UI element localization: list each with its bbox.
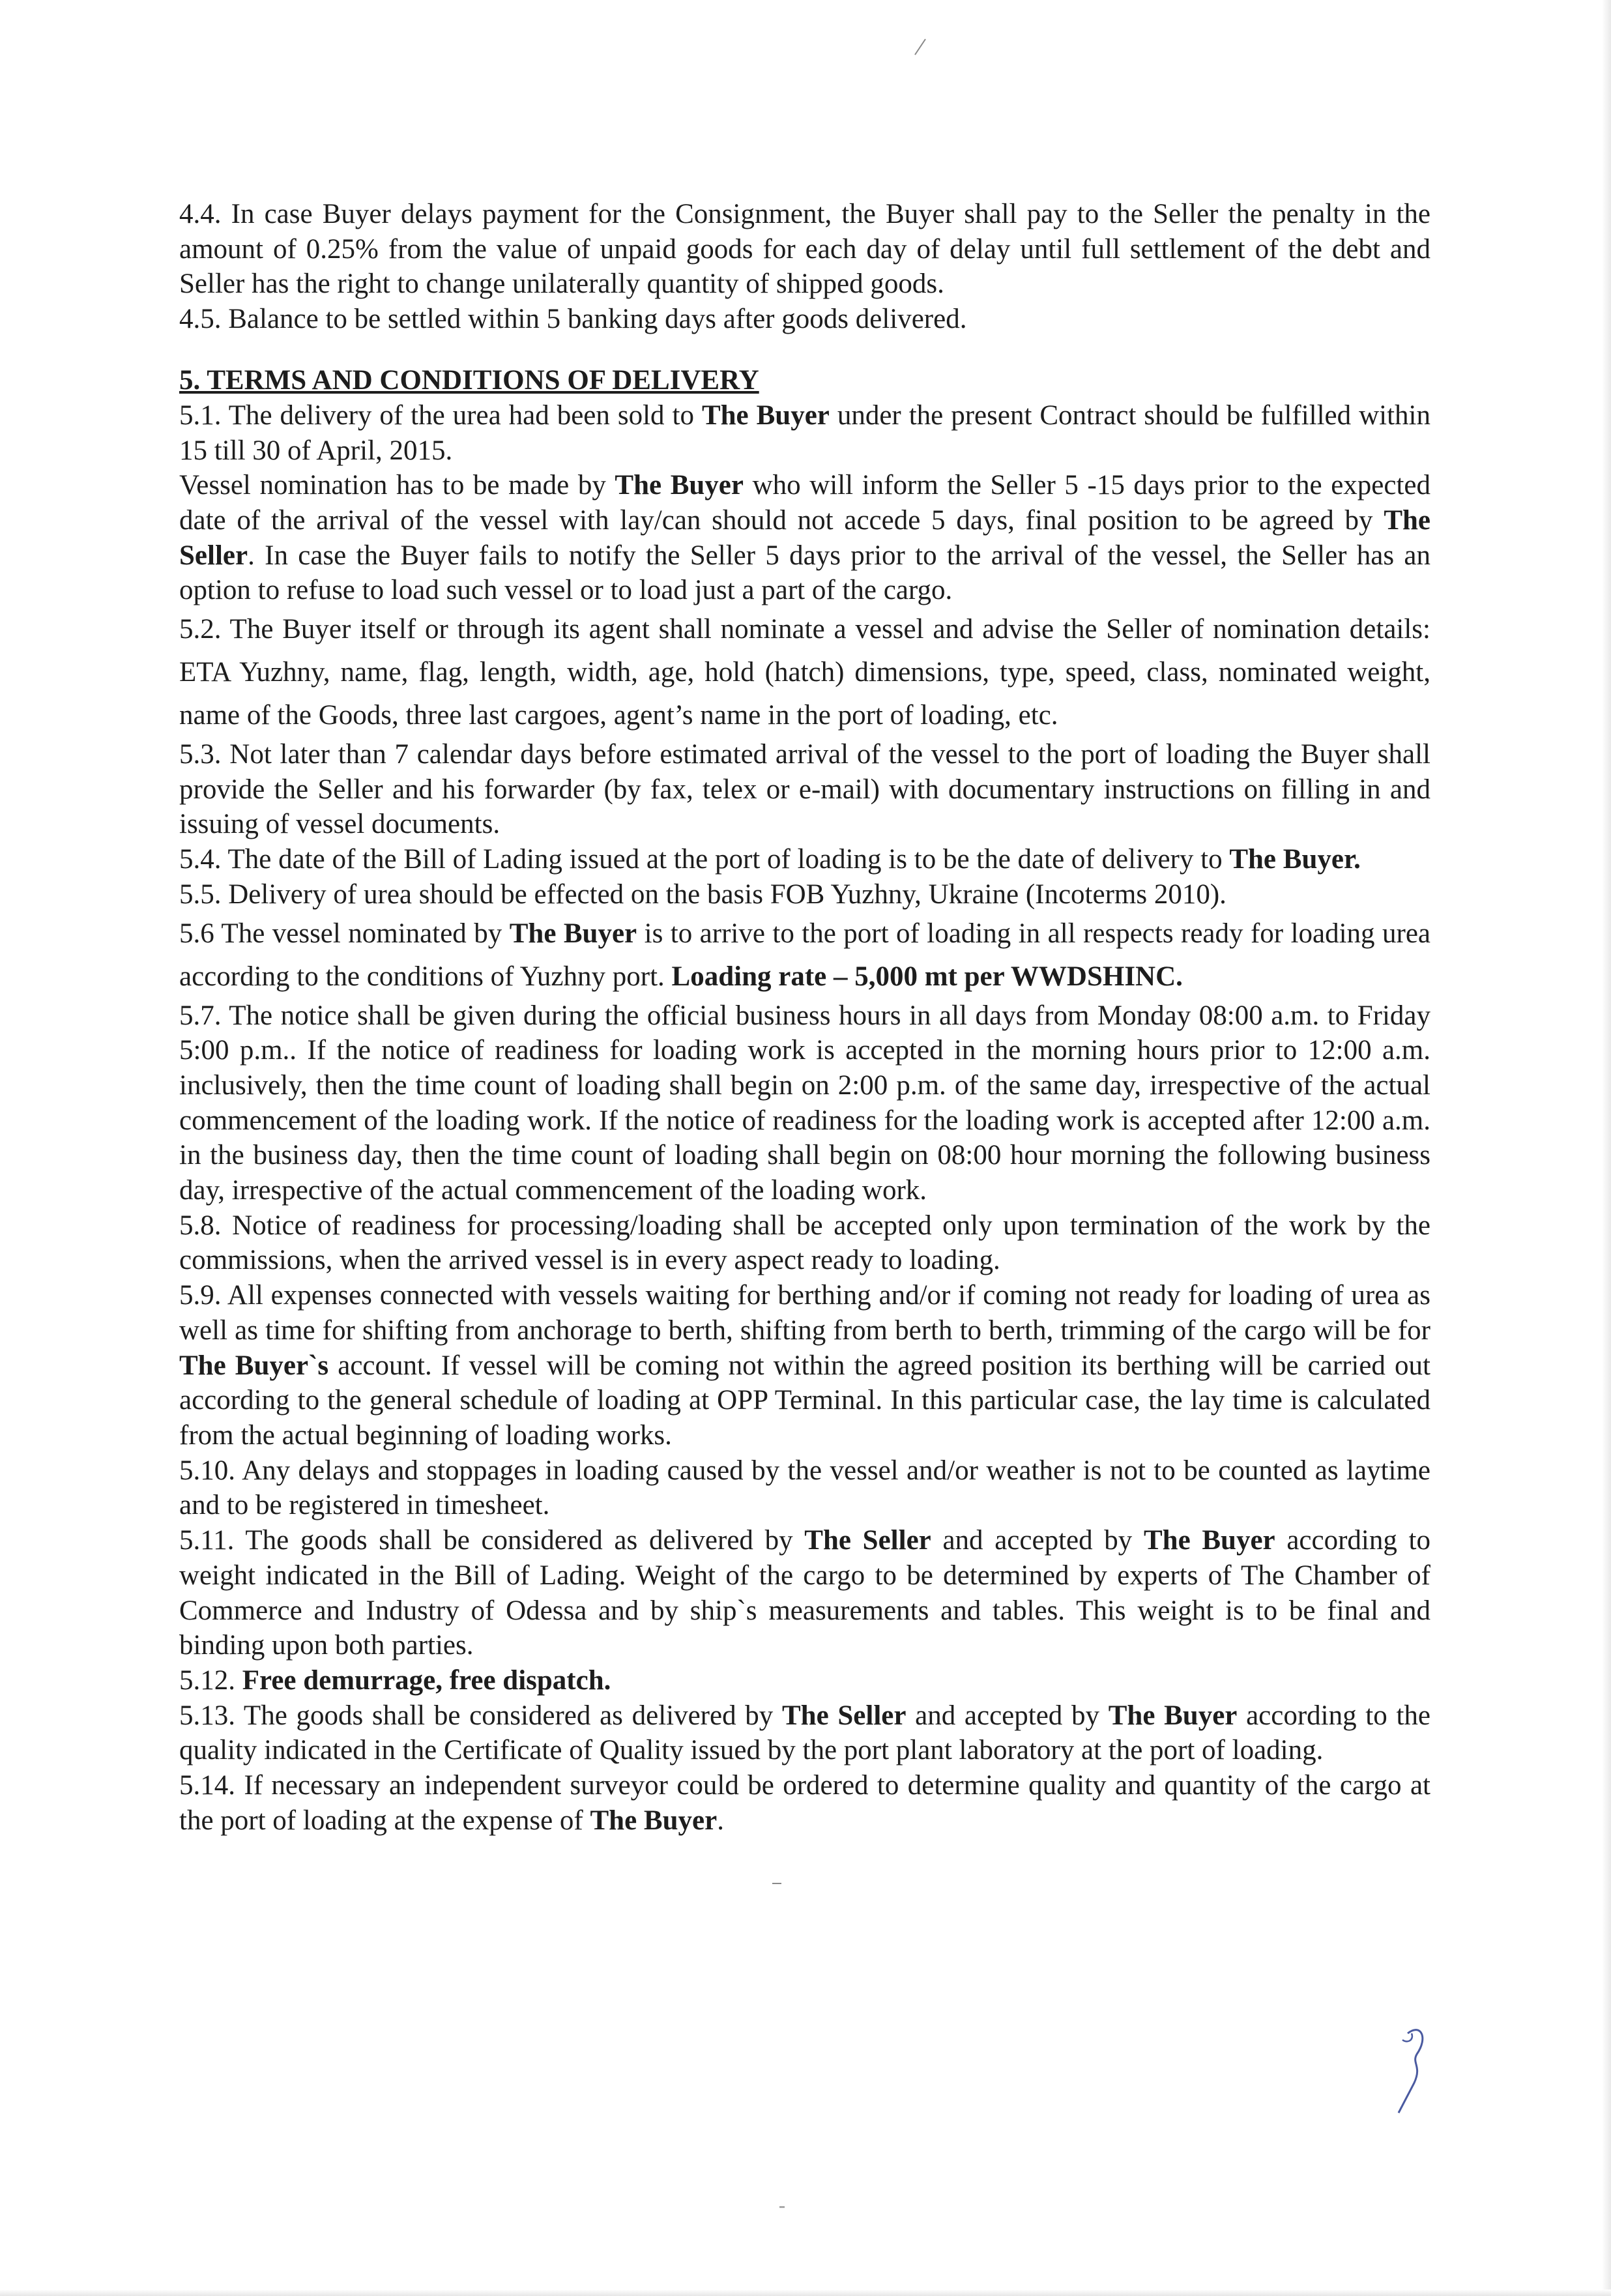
- pen-mark-top: [912, 33, 932, 59]
- clause-text: .: [717, 1805, 724, 1836]
- party-seller: The Seller: [781, 1700, 907, 1731]
- loading-rate: Loading rate – 5,000 mt per WWDSHINC.: [671, 961, 1183, 992]
- party-buyer: The Buyer`s: [179, 1350, 329, 1381]
- clause-text: 5.4. The date of the Bill of Lading issued at the port of loading is to be the date of delivery to: [179, 844, 1230, 875]
- clause-text: and accepted by: [931, 1525, 1144, 1556]
- party-seller: The Seller: [804, 1525, 931, 1556]
- clause-5-5: [179, 877, 1430, 912]
- clause-5-3-text: 5.3. Not later than 7 calendar days before estimated arrival of the vessel to the port of loading the Buyer shall provide the Seller and his forwarder (by fax, telex or e-mail) with documentary instructions on filling in and issuing of vessel documents.: [179, 739, 1430, 840]
- clause-4-4: [179, 197, 1430, 302]
- pen-mark-dash: [772, 1883, 781, 1887]
- party-buyer: The Buyer: [1143, 1525, 1275, 1556]
- clause-5-3: [179, 737, 1430, 842]
- clause-5-8-text: 5.8. Notice of readiness for processing/loading shall be accepted only upon termination of the work by the commissions, when the arrived vessel is in every aspect ready to loading.: [179, 1210, 1430, 1276]
- scan-bottom-edge-shadow: [0, 2289, 1611, 2296]
- clause-5-6: [179, 912, 1430, 998]
- clause-5-14: [179, 1768, 1430, 1838]
- clause-5-11: [179, 1523, 1430, 1663]
- clause-5-10: [179, 1453, 1430, 1523]
- clause-text: and accepted by: [906, 1700, 1109, 1731]
- party-buyer: The Buyer: [1108, 1700, 1238, 1731]
- clause-5-2: [179, 608, 1430, 737]
- clause-text: 5.12.: [179, 1664, 242, 1696]
- clause-5-4: [179, 842, 1430, 877]
- clause-5-5-text: 5.5. Delivery of urea should be effected on the basis FOB Yuzhny, Ukraine (Incoterms 2010).: [179, 879, 1226, 910]
- clause-5-9: [179, 1278, 1430, 1453]
- clause-text: who will inform the Seller 5 -15 days prior to the expected date of the arrival of the vessel with lay/can should not accede 5 days, final position to be agreed by: [179, 470, 1430, 536]
- clause-5-7: [179, 998, 1430, 1208]
- party-buyer: The Buyer: [701, 400, 830, 431]
- clause-text: . In case the Buyer fails to notify the Seller 5 days prior to the arrival of the vessel, the Seller has an option to refuse to load such vessel or to load just a part of the cargo.: [179, 540, 1430, 606]
- clause-5-13: [179, 1698, 1430, 1768]
- clause-5-7-text: 5.7. The notice shall be given during the official business hours in all days from Monday 08:00 a.m. to Friday 5:00 p.m.. If the notice of readiness for loading work is accepted in the morning hours prior to 12:00 a.m. inclusively, then the time count of loading shall begin on 2:00 p.m. of the same day, irrespective of the actual commencement of the loading work. If the notice of readiness for the loading work is accepted after 12:00 a.m. in the business day, then the time count of loading shall begin on 08:00 hour morning the following business day, irrespective of the actual commencement of the loading work.: [179, 1000, 1430, 1206]
- clause-text: 5.9. All expenses connected with vessels waiting for berthing and/or if coming not ready for loading of urea as well as time for shifting from anchorage to berth, shifting from berth to berth, trimming of the cargo will be for: [179, 1280, 1430, 1346]
- clause-4-5-text: 4.5. Balance to be settled within 5 banking days after goods delivered.: [179, 304, 967, 335]
- party-buyer: The Buyer.: [1229, 844, 1361, 875]
- party-buyer: The Buyer: [590, 1805, 718, 1836]
- clause-text: account. If vessel will be coming not within the agreed position its berthing will be carried out according to the general schedule of loading at OPP Terminal. In this particular case, the lay time is calculated from the actual beginning of loading works.: [179, 1350, 1430, 1451]
- party-buyer: The Buyer: [509, 918, 637, 949]
- party-seller: The Seller: [179, 504, 1430, 571]
- clause-5-10-text: 5.10. Any delays and stoppages in loading caused by the vessel and/or weather is not to be counted as laytime and to be registered in timesheet.: [179, 1455, 1430, 1521]
- clause-text: 5.6 The vessel nominated by: [179, 918, 510, 949]
- initials-signature: [1388, 2020, 1434, 2118]
- clause-5-8: [179, 1208, 1430, 1278]
- clause-text: under the present Contract should be fulfilled within 15 till 30 of April, 2015.: [179, 400, 1430, 466]
- clause-text: Vessel nomination has to be made by: [179, 470, 615, 501]
- clause-4-5: [179, 302, 1430, 337]
- spacer: [179, 337, 1430, 363]
- clause-text: 5.11. The goods shall be considered as delivered by: [179, 1525, 805, 1556]
- scan-right-edge-shadow: [1602, 0, 1611, 2296]
- clause-text: according to weight indicated in the Bill of Lading. Weight of the cargo to be determined by experts of The Chamber of Commerce and Industry of Odessa and by ship`s measurements and tables. This weight is to be final and binding upon both parties.: [179, 1525, 1430, 1661]
- clause-5-12: [179, 1663, 1430, 1698]
- clause-text: 5.1. The delivery of the urea had been sold to: [179, 400, 702, 431]
- clause-text: according to the quality indicated in the Certificate of Quality issued by the port plant laboratory at the port of loading.: [179, 1700, 1430, 1766]
- vessel-nomination-paragraph: [179, 468, 1430, 608]
- clause-5-1: [179, 398, 1430, 468]
- demurrage-terms: Free demurrage, free dispatch.: [242, 1664, 611, 1696]
- clause-text: is to arrive to the port of loading in all respects ready for loading urea according to the conditions of Yuzhny port.: [179, 918, 1431, 992]
- section-5-heading: 5. TERMS AND CONDITIONS OF DELIVERY: [179, 364, 759, 396]
- clause-5-2-text: 5.2. The Buyer itself or through its agent shall nominate a vessel and advise the Seller of nomination details: ETA Yuzhny, name, flag, length, width, age, hold (hatch) dimensions, type, speed, class, nominated weight, name of the Goods, three last cargoes, agent’s name in the port of loading, etc.: [179, 614, 1430, 731]
- scan-speck: [779, 2206, 785, 2208]
- clause-text: 5.14. If necessary an independent surveyor could be ordered to determine quality and quantity of the cargo at the port of loading at the expense of: [179, 1770, 1430, 1836]
- party-buyer: The Buyer: [615, 470, 744, 501]
- contract-page-body: [179, 197, 1430, 1838]
- clause-4-4-text: 4.4. In case Buyer delays payment for the Consignment, the Buyer shall pay to the Seller the penalty in the amount of 0.25% from the value of unpaid goods for each day of delay until full settlement of the debt and Seller has the right to change unilaterally quantity of shipped goods.: [179, 199, 1430, 300]
- clause-text: 5.13. The goods shall be considered as delivered by: [179, 1700, 782, 1731]
